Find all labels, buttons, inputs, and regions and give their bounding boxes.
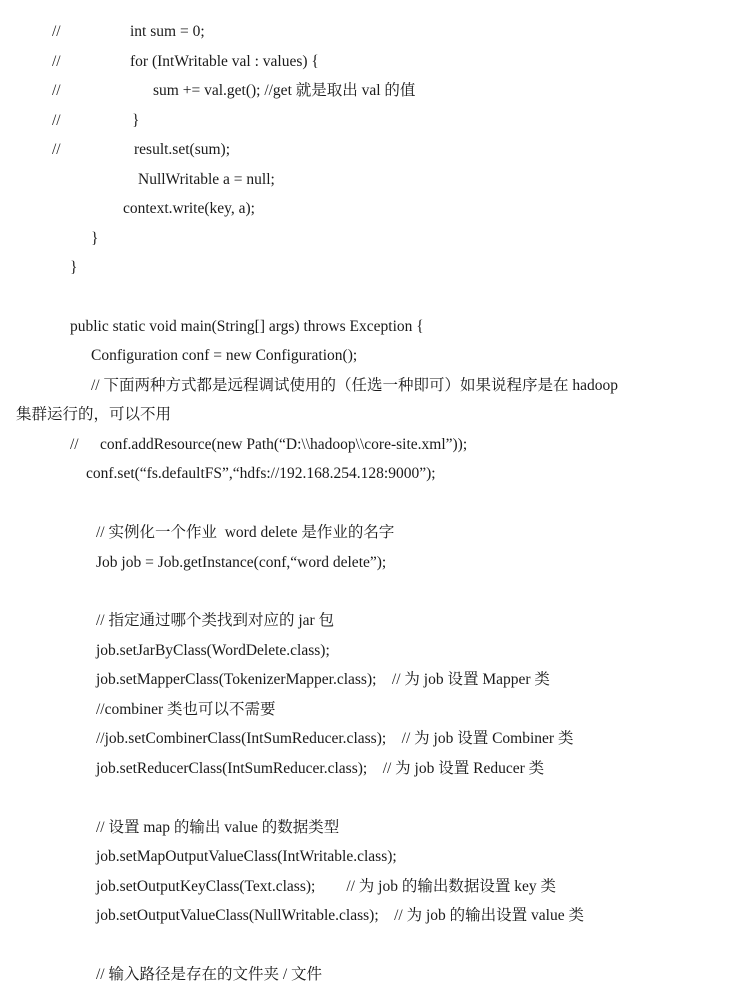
comment-marker: // bbox=[52, 23, 61, 40]
code-line: } bbox=[70, 259, 78, 276]
code-line: result.set(sum); bbox=[134, 141, 230, 158]
code-line: int sum = 0; bbox=[130, 23, 205, 40]
code-line: conf.addResource(new Path(“D:\\hadoop\\core-site.xml”)); bbox=[100, 436, 468, 453]
code-line: NullWritable a = null; bbox=[138, 171, 275, 188]
code-line: // 实例化一个作业 word delete 是作业的名字 bbox=[96, 524, 395, 541]
code-line: } bbox=[91, 230, 99, 247]
code-line: //combiner 类也可以不需要 bbox=[96, 701, 276, 718]
code-line: // 设置 map 的输出 value 的数据类型 bbox=[96, 819, 340, 836]
code-line: public static void main(String[] args) throws Exception { bbox=[70, 318, 424, 335]
code-line: // 下面两种方式都是远程调试使用的（任选一种即可）如果说程序是在 hadoop bbox=[91, 377, 618, 394]
code-line: job.setReducerClass(IntSumReducer.class); // 为 job 设置 Reducer 类 bbox=[96, 760, 545, 777]
code-line: for (IntWritable val : values) { bbox=[130, 53, 319, 70]
code-line: conf.set(“fs.defaultFS”,“hdfs://192.168.254.128:9000”); bbox=[86, 465, 436, 482]
code-line: job.setOutputKeyClass(Text.class); // 为 job 的输出数据设置 key 类 bbox=[96, 878, 556, 895]
comment-marker: // bbox=[70, 436, 79, 453]
code-line: job.setOutputValueClass(NullWritable.class); // 为 job 的输出设置 value 类 bbox=[96, 907, 584, 924]
code-line: context.write(key, a); bbox=[123, 200, 255, 217]
code-line: // 指定通过哪个类找到对应的 jar 包 bbox=[96, 612, 335, 629]
code-line: } bbox=[132, 112, 140, 129]
comment-marker: // bbox=[52, 82, 61, 99]
code-line: // 输入路径是存在的文件夹 / 文件 bbox=[96, 966, 323, 983]
code-line: job.setMapOutputValueClass(IntWritable.class); bbox=[96, 848, 397, 865]
code-line: job.setJarByClass(WordDelete.class); bbox=[96, 642, 330, 659]
code-line: Configuration conf = new Configuration(); bbox=[91, 347, 358, 364]
comment-marker: // bbox=[52, 141, 61, 158]
comment-marker: // bbox=[52, 112, 61, 129]
code-line: job.setMapperClass(TokenizerMapper.class); // 为 job 设置 Mapper 类 bbox=[96, 671, 550, 688]
comment-marker: // bbox=[52, 53, 61, 70]
code-line: sum += val.get(); //get 就是取出 val 的值 bbox=[153, 82, 416, 99]
code-line: Job job = Job.getInstance(conf,“word delete”); bbox=[96, 554, 387, 571]
code-line: 集群运行的，可以不用 bbox=[16, 406, 172, 423]
code-line: //job.setCombinerClass(IntSumReducer.class); // 为 job 设置 Combiner 类 bbox=[96, 730, 574, 747]
